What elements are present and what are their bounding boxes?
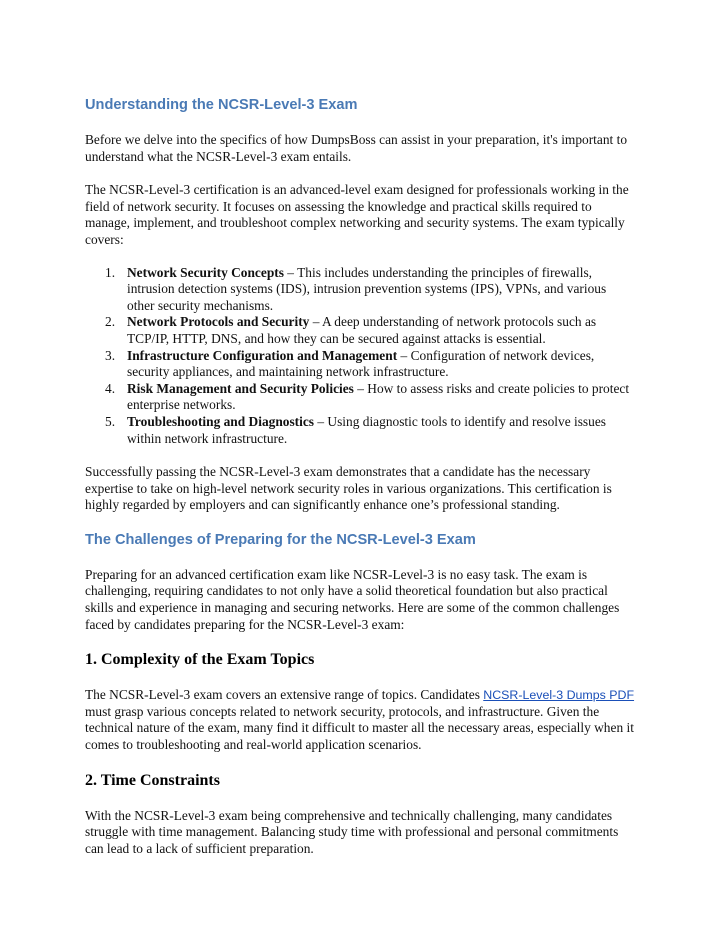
complexity-text-before: The NCSR-Level-3 exam covers an extensive range of topics. Candidates xyxy=(85,687,484,703)
list-number: 3. xyxy=(105,347,116,363)
list-number: 4. xyxy=(105,380,116,396)
description-paragraph: The NCSR-Level-3 certification is an advanced-level exam designed for professionals working in the field of network security. It focuses on assessing the knowledge and practical skills required to manage, implement, and troubleshoot complex networking and security systems. The exam typically covers: xyxy=(85,182,629,247)
list-text: – How to assess risks and create policies to protect enterprise networks. xyxy=(127,380,630,413)
list-term: Network Security Concepts xyxy=(127,264,284,280)
complexity-paragraph xyxy=(85,687,635,753)
list-term: Network Protocols and Security xyxy=(127,314,310,330)
list-item xyxy=(85,414,635,447)
list-term: Troubleshooting and Diagnostics xyxy=(127,413,315,429)
section-heading-challenges: The Challenges of Preparing for the NCSR-Level-3 Exam xyxy=(85,531,476,548)
challenge-heading-time: 2. Time Constraints xyxy=(85,771,220,789)
section-heading-understanding: Understanding the NCSR-Level-3 Exam xyxy=(85,97,358,113)
list-term: Infrastructure Configuration and Management xyxy=(127,347,398,363)
list-item xyxy=(85,381,635,414)
list-term: Risk Management and Security Policies xyxy=(127,380,354,396)
list-text: – This includes understanding the principles of firewalls, intrusion detection systems (IDS), intrusion prevention systems (IPS), VPNs, and various other security mechanisms. xyxy=(127,264,607,313)
list-item xyxy=(85,348,635,381)
list-item xyxy=(85,314,635,347)
challenge-heading-complexity: 1. Complexity of the Exam Topics xyxy=(85,651,315,669)
list-number: 1. xyxy=(105,264,116,280)
conclusion-paragraph: Successfully passing the NCSR-Level-3 exam demonstrates that a candidate has the necessary expertise to take on high-level network security roles in various organizations. This certification is highly regarded by employers and can significantly enhance one’s professional standing. xyxy=(85,464,612,513)
list-number: 2. xyxy=(105,314,116,330)
complexity-text-after: must grasp various concepts related to network security, protocols, and infrastructure. Given the technical nature of the exam, many find it difficult to master all the necessary areas, especially when it comes to troubleshooting and real-world application scenarios. xyxy=(85,703,634,753)
list-item xyxy=(85,265,635,315)
list-text: – Configuration of network devices, security appliances, and maintaining network infrastructure. xyxy=(127,347,595,380)
list-text: – Using diagnostic tools to identify and resolve issues within network infrastructure. xyxy=(127,413,606,446)
time-constraints-paragraph: With the NCSR-Level-3 exam being comprehensive and technically challenging, many candidates struggle with time management. Balancing study time with professional and personal commitments can lead to a lack of sufficient preparation. xyxy=(85,807,619,856)
exam-topics-list xyxy=(85,265,635,448)
challenges-intro-paragraph: Preparing for an advanced certification exam like NCSR-Level-3 is no easy task. The exam is challenging, requiring candidates to not only have a solid theoretical foundation but also practical skills and experience in managing and securing networks. Here are some of the common challenges faced by candidates preparing for the NCSR-Level-3 exam: xyxy=(85,566,620,632)
list-text: – A deep understanding of network protocols such as TCP/IP, HTTP, DNS, and how they can be secured against attacks is essential. xyxy=(127,314,597,346)
intro-paragraph: Before we delve into the specifics of how DumpsBoss can assist in your preparation, it's important to understand what the NCSR-Level-3 exam entails. xyxy=(85,132,628,164)
document-page xyxy=(85,96,635,857)
dumps-pdf-link[interactable]: NCSR-Level-3 Dumps PDF xyxy=(483,688,635,703)
list-number: 5. xyxy=(105,413,116,429)
